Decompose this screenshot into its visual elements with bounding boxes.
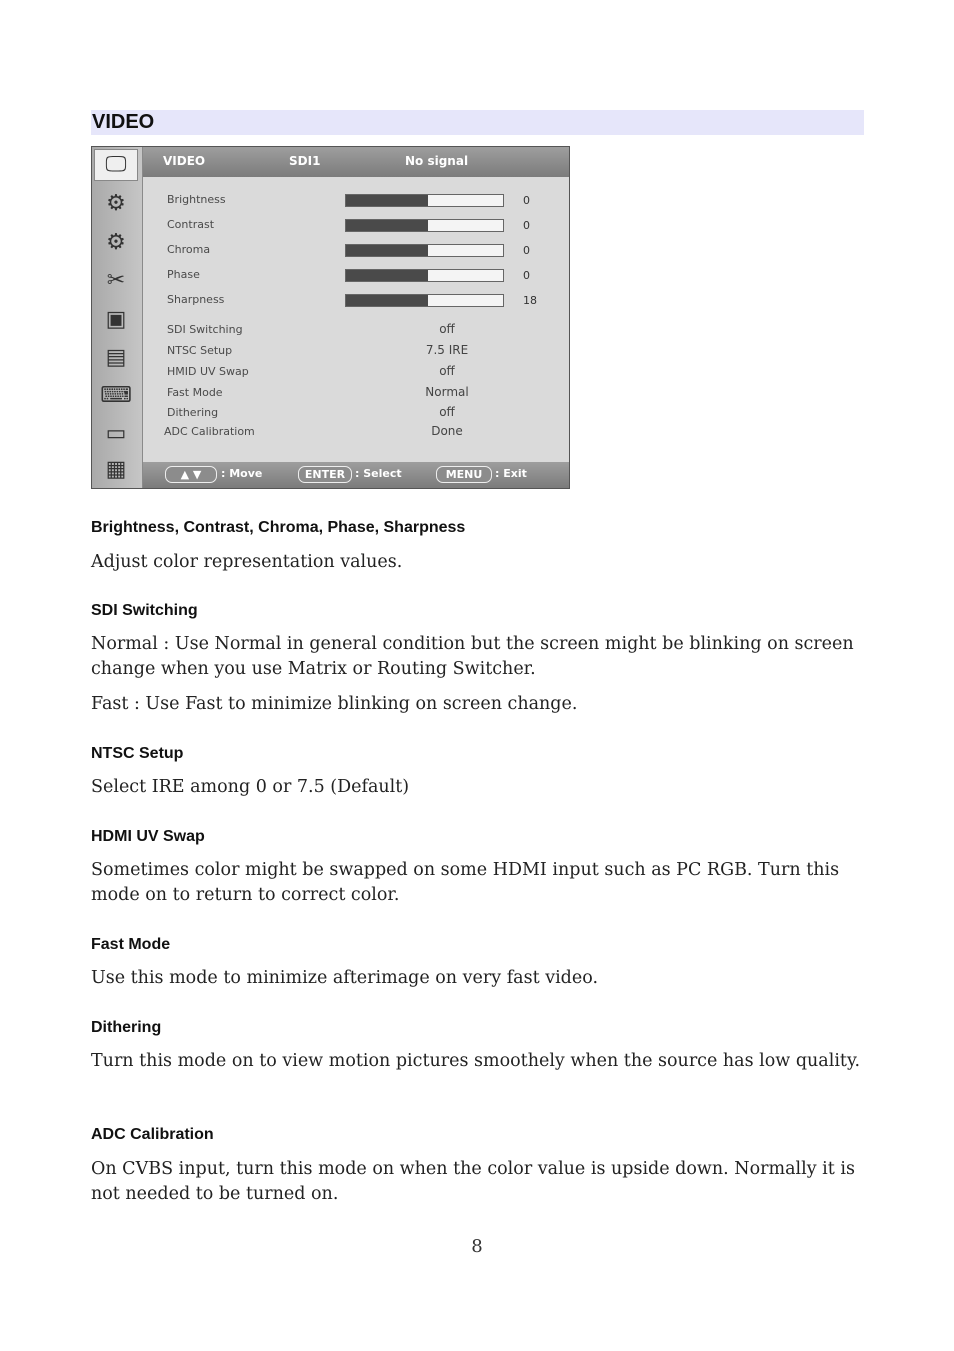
osd-menu-screenshot: [91, 146, 570, 489]
card-icon: ▤: [105, 345, 127, 370]
osd-option-label: SDI Switching: [167, 323, 243, 336]
osd-slider-fill: [346, 220, 428, 231]
page-title: VIDEO: [91, 110, 864, 135]
osd-slider-value: 18: [523, 294, 537, 307]
section-heading: Fast Mode: [91, 936, 171, 953]
section-heading: Brightness, Contrast, Chroma, Phase, Sharpness: [91, 519, 466, 536]
enter-key: ENTER: [298, 466, 352, 483]
section-paragraph: Select IRE among 0 or 7.5 (Default): [91, 777, 410, 797]
mouse-keyboard-icon: ⌨: [100, 383, 132, 408]
section-paragraph: Fast : Use Fast to minimize blinking on screen change.: [91, 694, 578, 714]
osd-header: [143, 147, 569, 177]
osd-option-value: 7.5 IRE: [425, 343, 469, 357]
osd-slider-fill: [346, 295, 428, 306]
osd-slider-bar: [345, 219, 504, 232]
folder-icon: ▦: [105, 457, 127, 482]
move-key: ▲ ▼: [165, 466, 217, 483]
osd-slider-label: Brightness: [167, 193, 226, 206]
osd-slider-value: 0: [523, 219, 530, 232]
osd-input-name: SDI1: [289, 154, 321, 168]
section-paragraph: On CVBS input, turn this mode on when the color value is upside down. Normally it is not needed to be turned on.: [91, 1159, 855, 1204]
section-paragraph: Adjust color representation values.: [91, 552, 403, 572]
osd-slider-bar: [345, 269, 504, 282]
osd-slider-label: Contrast: [167, 218, 215, 231]
osd-slider-bar: [345, 294, 504, 307]
osd-slider-bar: [345, 244, 504, 257]
osd-slider-bar: [345, 194, 504, 207]
osd-slider-fill: [346, 270, 428, 281]
osd-slider-value: 0: [523, 269, 530, 282]
osd-slider-fill: [346, 195, 428, 206]
section-heading: HDMI UV Swap: [91, 828, 205, 845]
osd-option-value: off: [439, 322, 455, 336]
section-heading: SDI Switching: [91, 602, 198, 619]
monitor-icon: 🖵: [94, 149, 138, 181]
page-number: 8: [471, 1236, 483, 1257]
osd-option-label: NTSC Setup: [167, 344, 233, 357]
osd-option-value: off: [439, 364, 455, 378]
osd-signal-status: No signal: [405, 154, 469, 168]
gear-2-icon: ⚙: [106, 230, 126, 255]
osd-slider-fill: [346, 245, 428, 256]
osd-option-value: Normal: [425, 385, 469, 399]
osd-sidebar: [92, 147, 143, 488]
exit-label: : Exit: [495, 467, 527, 480]
display-icon: ▭: [105, 421, 127, 446]
picture-icon: ▣: [105, 307, 127, 332]
section-paragraph: Sometimes color might be swapped on some HDMI input such as PC RGB. Turn this mode on to return to correct color.: [91, 860, 840, 905]
tools-icon: ✂: [106, 268, 126, 293]
osd-option-value: Done: [431, 424, 463, 438]
move-label: : Move: [221, 467, 263, 480]
section-paragraph: Turn this mode on to view motion pictures smoothely when the source has low quality.: [91, 1051, 861, 1071]
osd-menu-name: VIDEO: [163, 154, 206, 168]
osd-option-label: HMID UV Swap: [167, 365, 249, 378]
osd-slider-label: Sharpness: [167, 293, 225, 306]
osd-option-label: ADC Calibratiom: [164, 425, 255, 438]
section-heading: NTSC Setup: [91, 745, 184, 762]
section-heading: Dithering: [91, 1019, 162, 1036]
osd-option-label: Dithering: [167, 406, 219, 419]
osd-option-label: Fast Mode: [167, 386, 223, 399]
osd-slider-label: Phase: [167, 268, 200, 281]
select-label: : Select: [355, 467, 402, 480]
section-paragraph: Use this mode to minimize afterimage on very fast video.: [91, 968, 599, 988]
section-heading: ADC Calibration: [91, 1126, 214, 1143]
section-paragraph: Normal : Use Normal in general condition but the screen might be blinking on screen change when you use Matrix or Routing Switcher.: [91, 634, 854, 679]
osd-footer: [143, 462, 569, 488]
osd-slider-value: 0: [523, 194, 530, 207]
osd-slider-value: 0: [523, 244, 530, 257]
osd-slider-label: Chroma: [167, 243, 211, 256]
gear-1-icon: ⚙: [106, 191, 126, 216]
osd-option-value: off: [439, 405, 455, 419]
menu-key: MENU: [436, 466, 492, 483]
